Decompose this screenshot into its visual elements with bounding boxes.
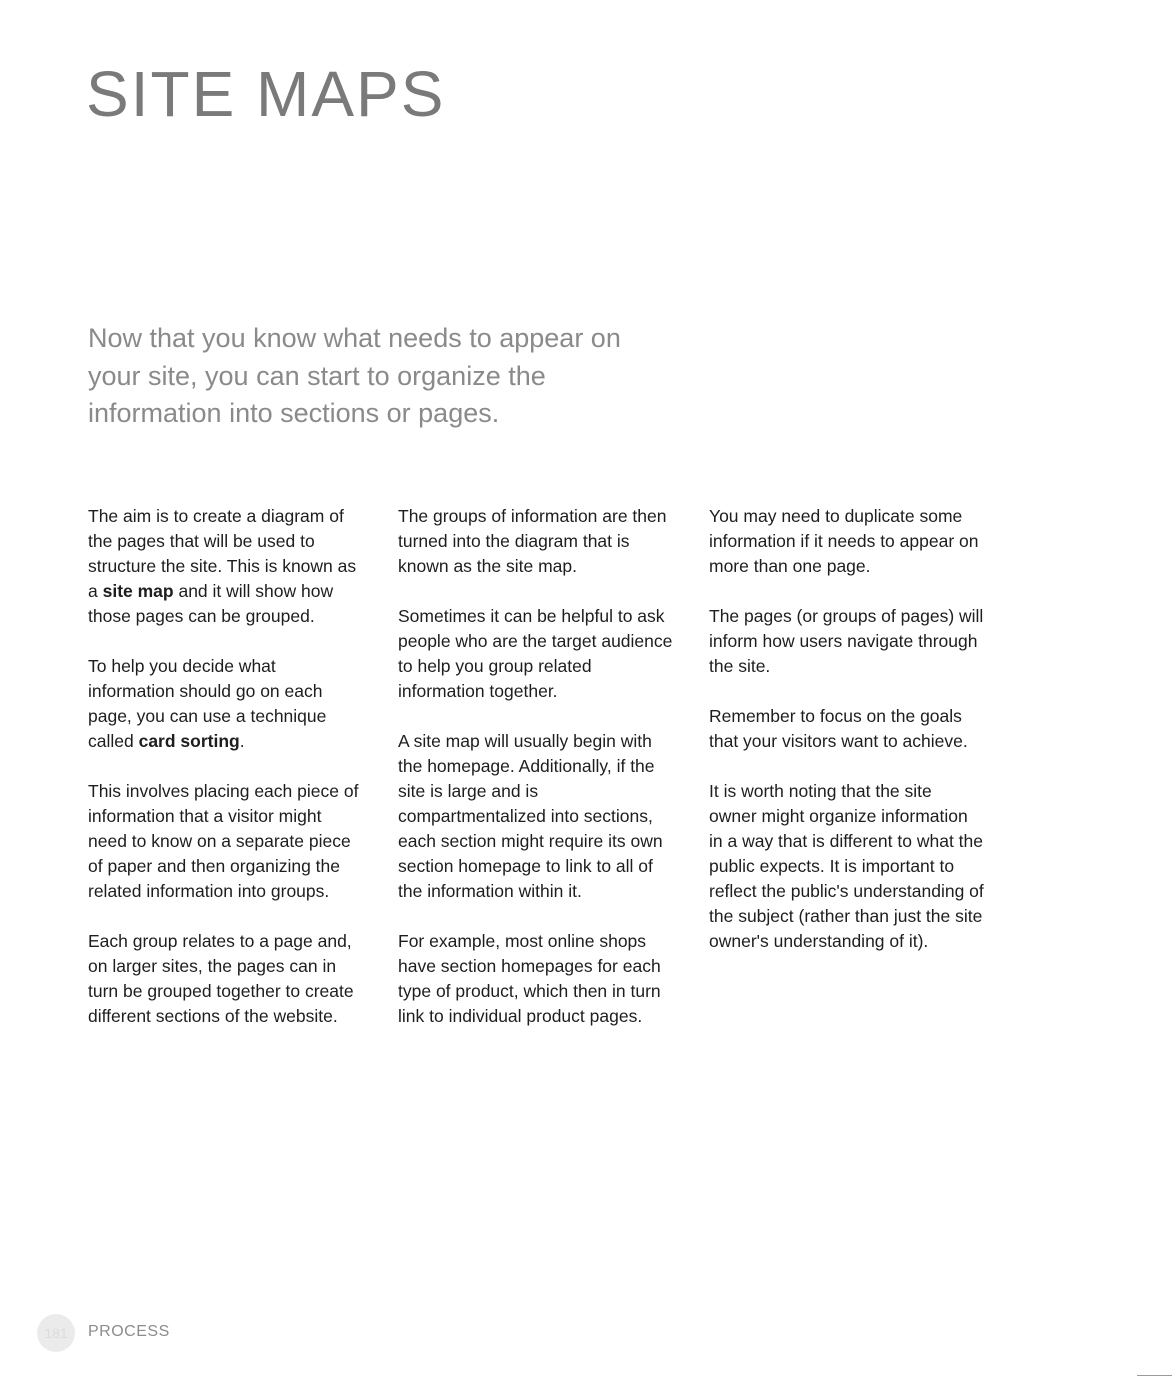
paragraph: You may need to duplicate some information if it needs to appear on more than one page. bbox=[709, 506, 979, 576]
paragraph: A site map will usually begin with the homepage. Additionally, if the site is large and is compartmentalized into sections, each section might require its own section homepage to link to all of the information within it. bbox=[398, 731, 663, 901]
paragraph: This involves placing each piece of information that a visitor might need to know on a separate piece of paper and then organizing the related information into groups. bbox=[88, 781, 359, 901]
paragraph: The pages (or groups of pages) will inform how users navigate through the site. bbox=[709, 606, 984, 676]
corner-rule bbox=[1137, 1375, 1172, 1376]
term-site-map: site map bbox=[102, 581, 174, 601]
paragraph: Remember to focus on the goals that your visitors want to achieve. bbox=[709, 706, 968, 751]
paragraph: To help you decide what information should go on each page, you can use a technique called card sorting. bbox=[88, 656, 327, 751]
paragraph: The aim is to create a diagram of the pages that will be used to structure the site. This is known as a site map and it will show how those pages can be grouped. bbox=[88, 506, 357, 626]
intro-paragraph: Now that you know what needs to appear on your site, you can start to organize the information into sections or pages. bbox=[88, 323, 621, 428]
paragraph: Sometimes it can be helpful to ask people who are the target audience to help you group related information together. bbox=[398, 606, 673, 701]
page-title: SITE MAPS bbox=[86, 58, 446, 130]
text-column-1 bbox=[88, 504, 363, 1054]
page-number-badge: 181 bbox=[37, 1314, 75, 1352]
term-card-sorting: card sorting bbox=[138, 731, 240, 751]
paragraph: Each group relates to a page and, on larger sites, the pages can in turn be grouped together to create different sections of the website. bbox=[88, 931, 354, 1026]
paragraph: It is worth noting that the site owner might organize information in a way that is different to what the public expects. It is important to reflect the public's understanding of the subject (rather than just the site owner's understanding of it). bbox=[709, 781, 984, 951]
paragraph: For example, most online shops have section homepages for each type of product, which then in turn link to individual product pages. bbox=[398, 931, 661, 1026]
text-column-2 bbox=[398, 504, 673, 1054]
text-column-3 bbox=[709, 504, 984, 979]
paragraph: The groups of information are then turned into the diagram that is known as the site map. bbox=[398, 506, 667, 576]
footer-section-label: PROCESS bbox=[88, 1323, 170, 1340]
